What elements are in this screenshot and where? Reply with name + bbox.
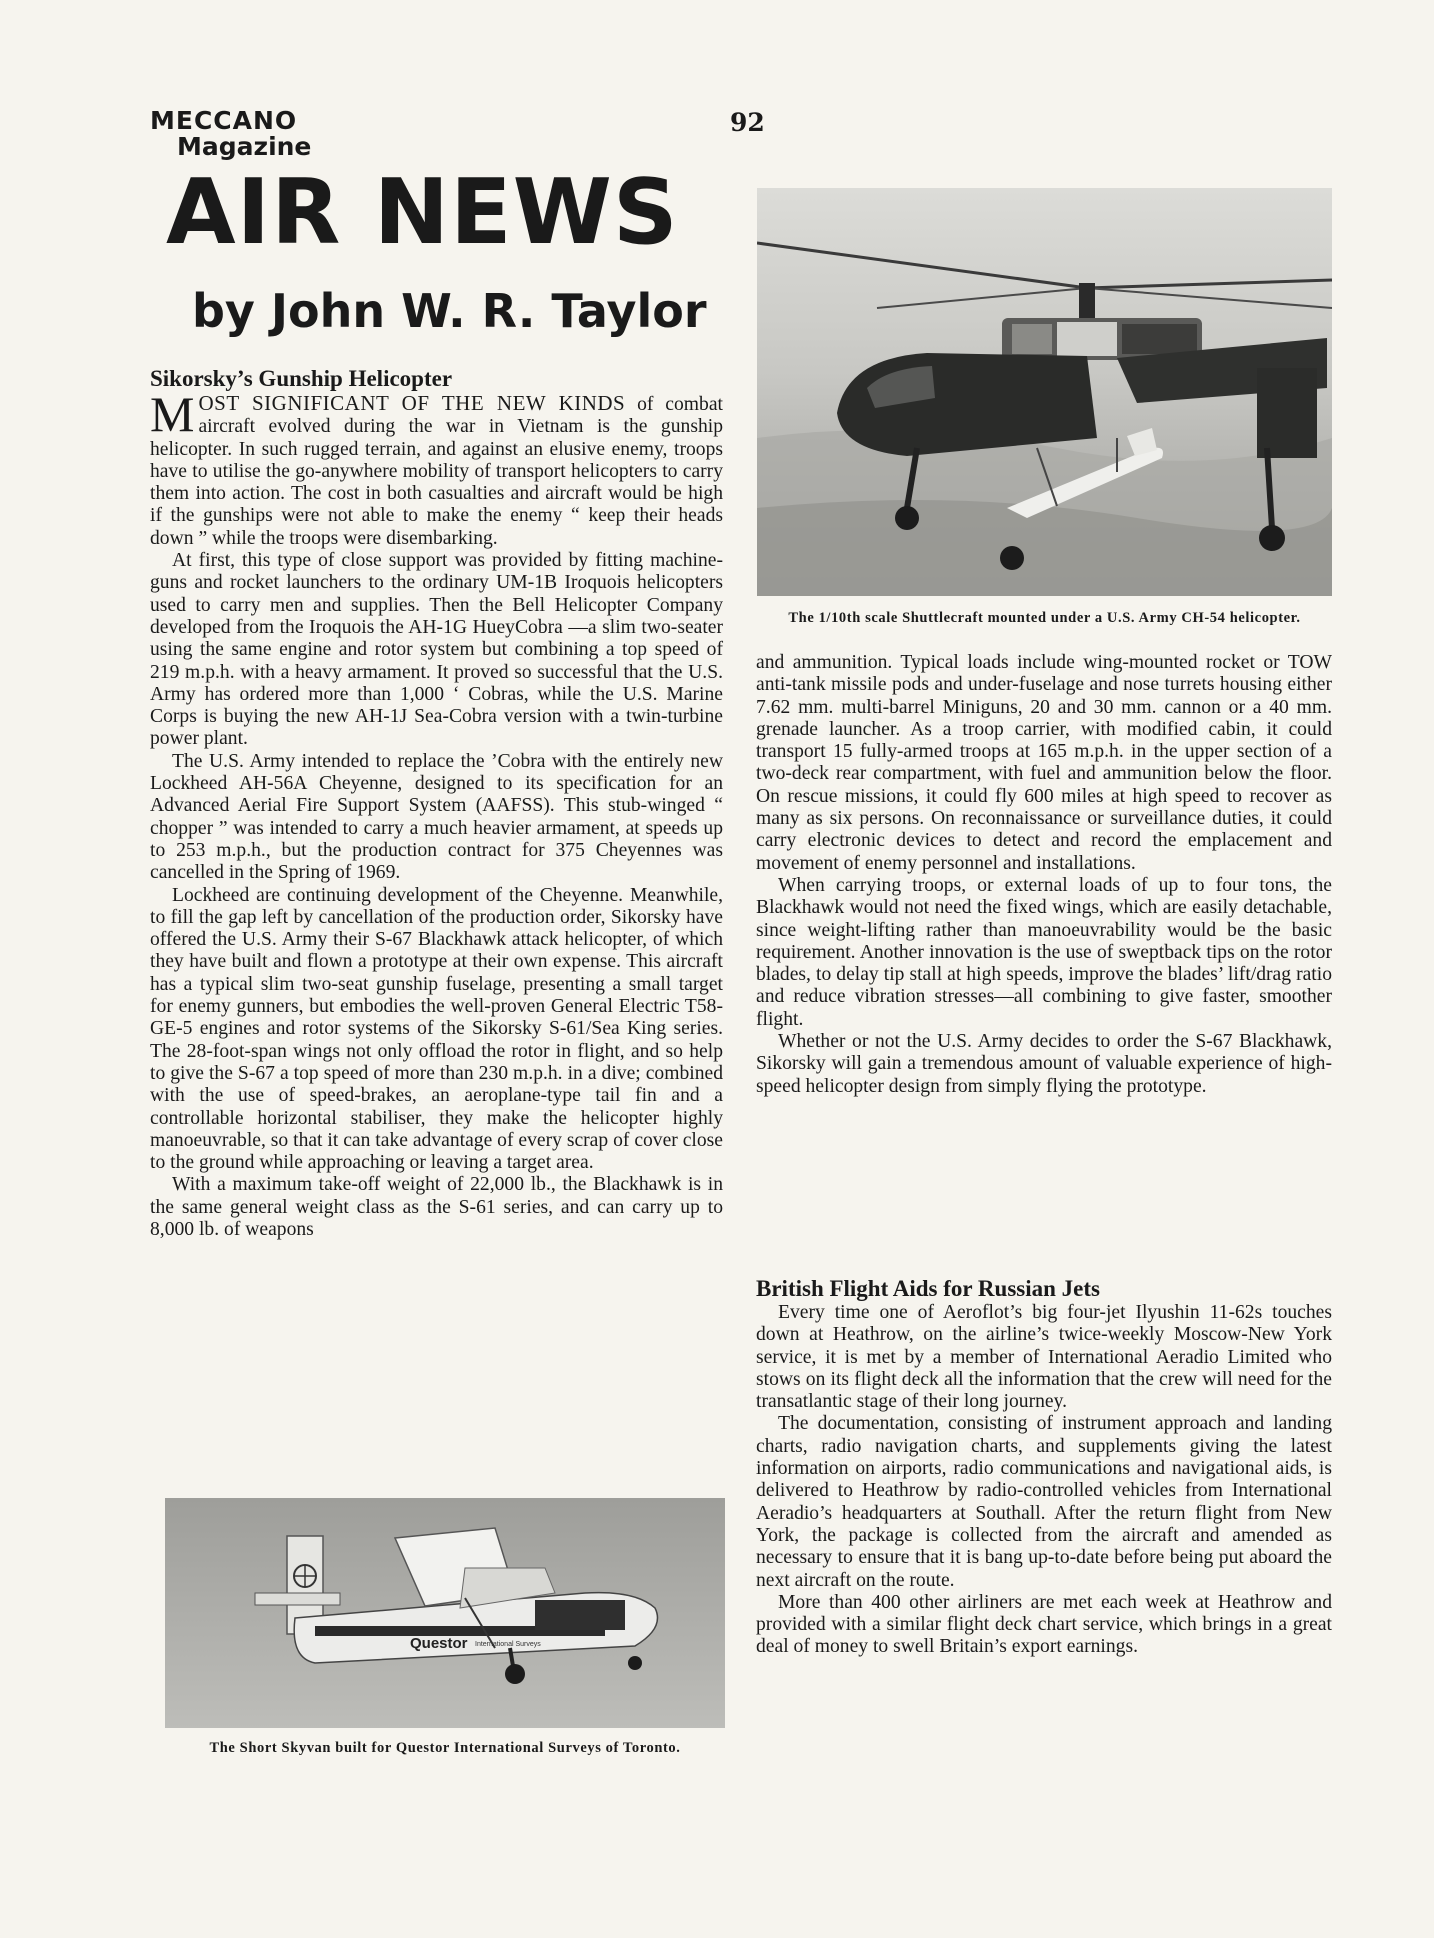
drop-cap: M [150, 386, 195, 442]
paragraph-1 [150, 386, 723, 550]
section-heading-british-flight-aids: British Flight Aids for Russian Jets [756, 1276, 1100, 1301]
photo-short-skyvan [165, 1498, 725, 1728]
page-number: 92 [730, 108, 765, 137]
caption-skyvan: The Short Skyvan built for Questor International Surveys of Toronto. [209, 1740, 681, 1756]
masthead [150, 108, 311, 161]
right-column-lower [756, 1276, 1332, 1659]
skyvan-livery-name: Questor [410, 1635, 468, 1652]
skyvan-illustration [165, 1498, 725, 1728]
helicopter-illustration [757, 188, 1332, 596]
masthead-meccano: MECCANO [150, 106, 298, 135]
paragraph-6: When carrying troops, or external loads of up to four tons, the Blackhawk would not need the fixed wings, which are easily detachable, since weight-lifting rather than manoeuvrability would be the basic requirement. Another innovation is the use of sweptback tips on the rotor blades, to delay tip stall at high speeds, improve the blades’ lift/drag ratio and reduce vibration stresses—all combining to give faster, smoother flight. [756, 874, 1332, 1030]
paragraph-1-text: of combat aircraft evolved during the war in Vietnam is the gunship helicopter. In such rugged terrain, and against an elusive enemy, troops have to utilise the go-anywhere mobility of transport helicopters to carry them into action. The cost in both casualties and aircraft would be high if the gunships were not able to make the enemy “ keep their heads down ” while the troops were disembarking. [150, 394, 723, 549]
right-column-upper [756, 652, 1332, 1098]
byline: by John W. R. Taylor [192, 284, 707, 338]
skyvan-livery-sub: International Surveys [475, 1641, 541, 1648]
photo-ch54-helicopter [757, 188, 1332, 596]
paragraph-4: Lockheed are continuing development of the Cheyenne. Meanwhile, to fill the gap left by cancellation of the production order, Sikorsky have offered the U.S. Army their S-67 Blackhawk attack helicopter, of which they have built and flown a prototype at their own expense. This aircraft has a typical slim two-seat gunship fuselage, presenting a small target for enemy gunners, but embodies the well-proven General Electric T58-GE-5 engines and rotor systems of the Sikorsky S-61/Sea King series. The 28-foot-span wings not only offload the rotor in flight, and so help to give the S-67 a top speed of more than 230 m.p.h. in a dive; combined with the use of speed-brakes, an aeroplane-type tail fin and a controllable horizontal stabiliser, they make the helicopter highly manoeuvrable, so that it can take advantage of every scrap of cover close to the ground while approaching or leaving a target area. [150, 884, 723, 1174]
paragraph-s2-3: More than 400 other airliners are met each week at Heathrow and provided with a similar flight deck chart service, which brings in a great deal of money to swell Britain’s export earnings. [756, 1591, 1332, 1658]
paragraph-7: Whether or not the U.S. Army decides to order the S-67 Blackhawk, Sikorsky will gain a tremendous amount of valuable experience of high-speed helicopter design from simply flying the prototype. [756, 1031, 1332, 1097]
paragraph-3: The U.S. Army intended to replace the ’Cobra with the entirely new Lockheed AH-56A Cheyenne, designed to its specification for an Advanced Aerial Fire Support System (AAFSS). This stub-winged “ chopper ” was intended to carry a much heavier armament, at speeds up to 253 m.p.h., but the production contract for 375 Cheyennes was cancelled in the Spring of 1969. [150, 750, 723, 884]
caption-helicopter: The 1/10th scale Shuttlecraft mounted under a U.S. Army CH-54 helicopter. [788, 610, 1301, 626]
left-column [150, 366, 723, 1241]
section-heading-sikorsky: Sikorsky’s Gunship Helicopter [150, 366, 453, 391]
paragraph-s2-1: Every time one of Aeroflot’s big four-jet Ilyushin 11-62s touches down at Heathrow, on the airline’s twice-weekly Moscow-New York service, it is met by a member of International Aeradio Limited who stows on its flight deck all the information that the crew will need for the transatlantic stage of their long journey. [756, 1302, 1332, 1413]
paragraph-5: With a maximum take-off weight of 22,000 lb., the Blackhawk is in the same general weight class as the S-61 series, and can carry up to 8,000 lb. of weapons [150, 1174, 723, 1240]
paragraph-5-continued: and ammunition. Typical loads include wing-mounted rocket or TOW anti-tank missile pods and under-fuselage and nose turrets housing either 7.62 mm. multi-barrel Miniguns, 20 and 30 mm. cannon or a 40 mm. grenade launcher. As a troop carrier, with modified cabin, it could transport 15 fully-armed troops at 165 m.p.h. in the upper section of a two-deck rear compartment, with fuel and ammunition below the floor. On rescue missions, it could fly 600 miles at high speed to recover as many as six persons. On reconnaissance or surveillance duties, it could carry electronic devices to detect and record the emplacement and movement of enemy personnel and installations. [756, 652, 1332, 874]
lead-caps: OST SIGNIFICANT OF THE NEW KINDS [198, 391, 626, 415]
paragraph-2: At first, this type of close support was provided by fitting machine-guns and rocket launchers to the ordinary UM-1B Iroquois helicopters used to carry men and supplies. Then the Bell Helicopter Company developed from the Iroquois the AH-1G HueyCobra —a slim two-seater using the same engine and rotor system but combining a top speed of 219 m.p.h. with a heavy armament. It proved so successful that the U.S. Army has ordered more than 1,000 ‘ Cobras, while the U.S. Marine Corps is buying the new AH-1J Sea-Cobra version with a twin-turbine power plant. [150, 550, 723, 750]
masthead-magazine: Magazine [177, 132, 312, 162]
page-title: AIR NEWS [166, 160, 679, 265]
paragraph-s2-2: The documentation, consisting of instrument approach and landing charts, radio navigation charts, and supplements giving the latest information on airports, radio communications and navigational aids, is delivered to Heathrow by radio-controlled vehicles from International Aeradio’s headquarters at Southall. After the return flight from New York, the package is collected from the aircraft and amended as necessary to ensure that it is bang up-to-date before being put aboard the next aircraft on the route. [756, 1413, 1332, 1591]
